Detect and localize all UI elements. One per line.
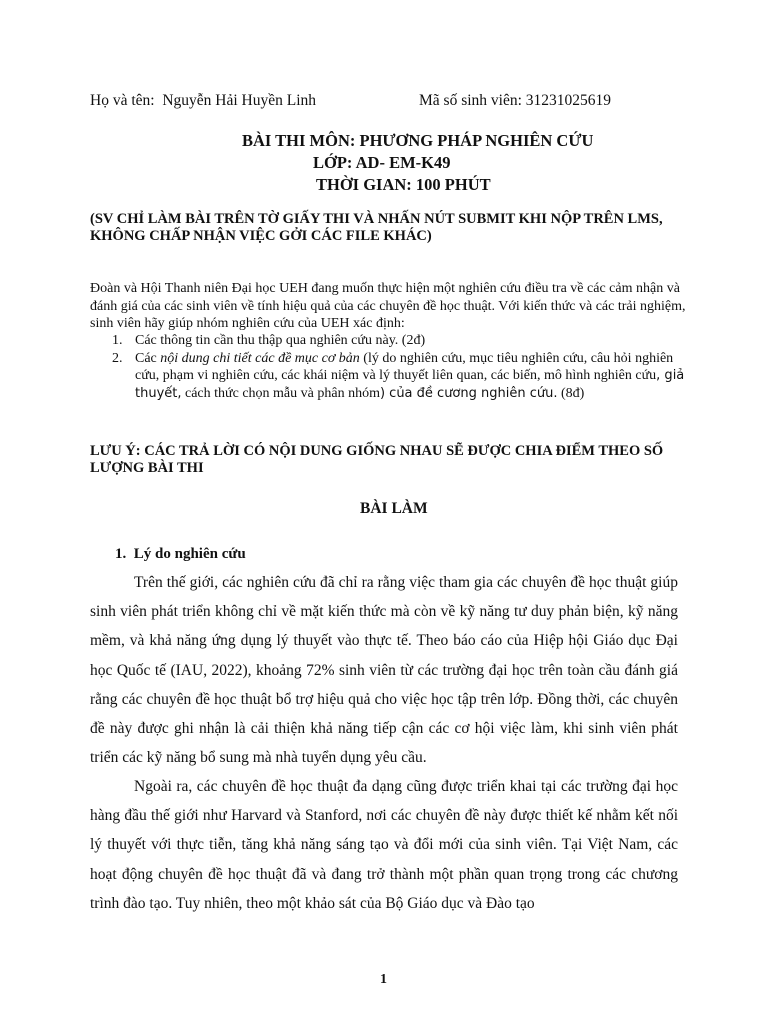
student-name-line xyxy=(90,92,316,110)
question-text-b: cách thức chọn mẫu và phân nhóm xyxy=(181,385,380,401)
student-id: 31231025619 xyxy=(525,92,612,109)
question-text-sans-1: , giả thuyết, xyxy=(135,368,685,401)
question-text-italic: nội dung chi tiết các đề mục cơ bản xyxy=(160,350,360,366)
question-list xyxy=(90,332,690,402)
name-label: Họ và tên: xyxy=(90,92,155,109)
submission-instruction: (SV CHỈ LÀM BÀI TRÊN TỜ GIẤY THI VÀ NHẤN NÚT SUBMIT KHI NỘP TRÊN LMS, KHÔNG CHẤP NHẬN VIỆC GỞI CÁC FILE KHÁC) xyxy=(90,211,663,244)
id-label: Mã số sinh viên: xyxy=(419,92,522,109)
intro-paragraph: Đoàn và Hội Thanh niên Đại học UEH đang muốn thực hiện một nghiên cứu điều tra về các cảm nhận và đánh giá của các sinh viên về tính hiệu quả của các chuyên đề học thuật. Với kiến thức và các trải nghiệm, sinh viên hãy giúp nhóm nghiên cứu của UEH xác định: xyxy=(90,281,686,331)
question-text: Các thông tin cần thu thập qua nghiên cứu này. (2đ) xyxy=(135,333,426,348)
class-title: LỚP: AD- EM-K49 xyxy=(313,153,451,172)
question-text-prefix: Các xyxy=(135,350,161,366)
answer-heading: BÀI LÀM xyxy=(360,500,428,517)
duration-title: THỜI GIAN: 100 PHÚT xyxy=(316,175,491,194)
question-number: 1. xyxy=(112,333,123,348)
body-paragraph-1: Trên thế giới, các nghiên cứu đã chỉ ra rằng việc tham gia các chuyên đề học thuật giúp sinh viên phát triển không chỉ về mặt kiến thức mà còn về kỹ năng tư duy phản biện, kỹ năng mềm, và khả năng ứng dụng lý thuyết vào thực tế. Theo báo cáo của Hiệp hội Giáo dục Đại học Quốc tế (IAU, 2022), khoảng 72% sinh viên từ các trường đại học trên toàn cầu đánh giá rằng các chuyên đề học thuật bổ trợ hiệu quả cho việc học tập trên lớp. Đồng thời, các chuyên đề này được ghi nhận là cải thiện khả năng tiếp cận các cơ hội việc làm, khi sinh viên phát triển các kỹ năng bổ sung mà nhà tuyển dụng yêu cầu. xyxy=(90,574,678,767)
question-text-sans-2: ) của đề cương nghiên cứu. xyxy=(379,385,558,401)
section-title: Lý do nghiên cứu xyxy=(133,546,246,562)
section-heading xyxy=(115,546,246,563)
question-number: 2. xyxy=(112,350,123,366)
student-name: Nguyễn Hải Huyền Linh xyxy=(162,92,317,109)
question-item-2 xyxy=(90,350,690,403)
question-text-c: (8đ) xyxy=(557,385,585,401)
page-number: 1 xyxy=(380,972,387,987)
grading-note: LƯU Ý: CÁC TRẢ LỜI CÓ NỘI DUNG GIỐNG NHAU SẼ ĐƯỢC CHIA ĐIỂM THEO SỐ LƯỢNG BÀI THI xyxy=(90,443,664,476)
body-paragraph-2: Ngoài ra, các chuyên đề học thuật đa dạng cũng được triển khai tại các trường đại học hàng đầu thế giới như Harvard và Stanford, nơi các chuyên đề này được thiết kế nhằm kết nối lý thuyết với thực tiễn, tăng khả năng sáng tạo và đổi mới của sinh viên. Tại Việt Nam, các hoạt động chuyên đề học thuật đã và đang trở thành một phần quan trọng trong các chương trình đào tạo. Tuy nhiên, theo một khảo sát của Bộ Giáo dục và Đào tạo xyxy=(90,778,678,912)
exam-title: BÀI THI MÔN: PHƯƠNG PHÁP NGHIÊN CỨU xyxy=(242,131,594,150)
section-number: 1. xyxy=(115,546,127,562)
student-id-line xyxy=(419,92,611,110)
question-text-a: (lý do nghiên cứu, mục tiêu nghiên cứu, câu hỏi nghiên cứu, phạm vi nghiên cứu, các khái niệm và lý thuyết liên quan, các biến, mô hình nghiên cứu xyxy=(135,350,674,383)
question-item-1 xyxy=(90,332,690,350)
